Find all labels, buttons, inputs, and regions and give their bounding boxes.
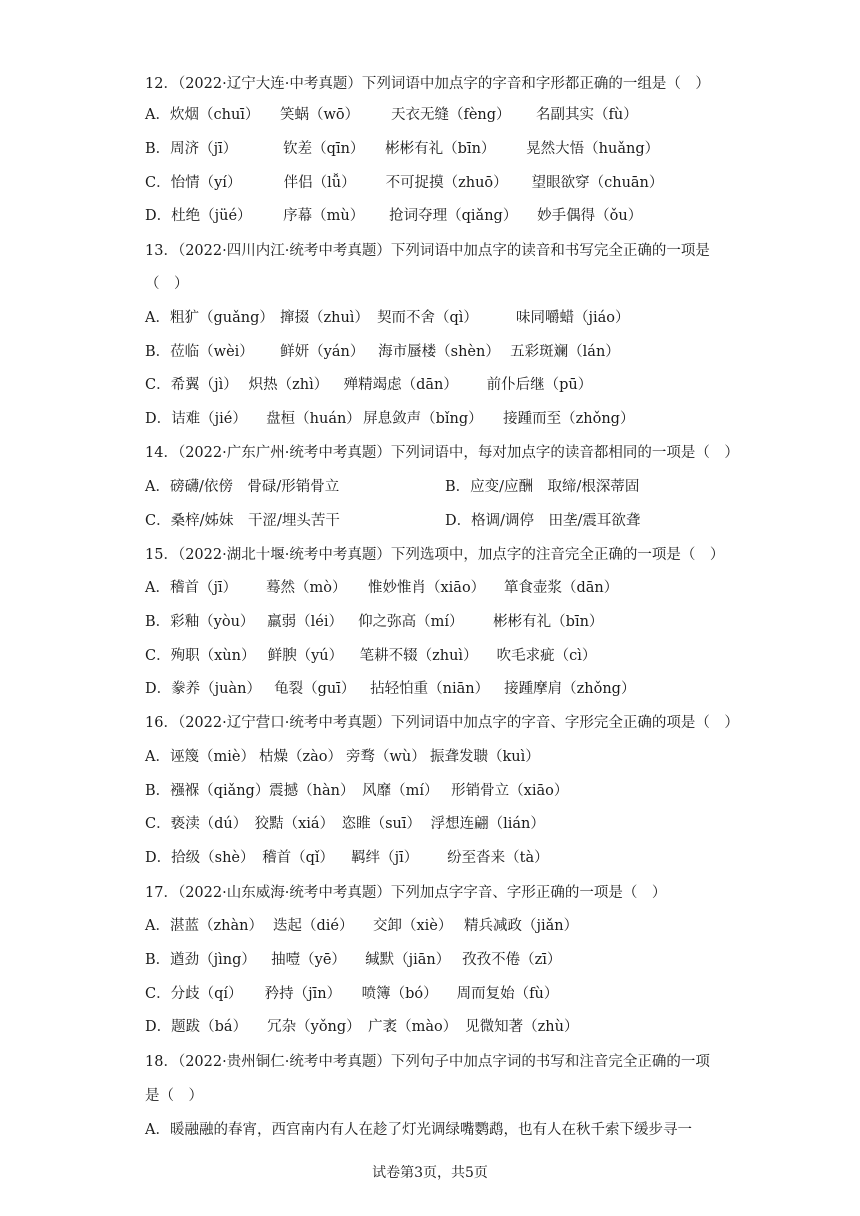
option-item: 浮想连翩（lián） [430, 816, 545, 832]
option-item: 彬彬有礼（bīn） [493, 614, 604, 630]
option-label: A． [145, 1122, 170, 1138]
option-item: 望眼欲穿（chuān） [531, 175, 664, 191]
question-13-option-a [145, 308, 630, 328]
question-13-option-b [145, 342, 620, 362]
option-label: A． [145, 479, 170, 495]
option-item: 恣睢（suī） [341, 816, 422, 832]
option-item: 迭起（dié） [272, 918, 354, 934]
option-item: 振聋发聩（kuì） [429, 749, 540, 765]
page-footer: 试卷第3页，共5页 [372, 1165, 488, 1181]
option-item: 冗杂（yǒng） [267, 1019, 361, 1035]
option-item: 盘桓（huán） [266, 411, 361, 427]
option-text: 暖融融的春宵，西宫南内有人在趁了灯光调绿嘴鹦鹉，也有人在秋千索下缓步寻一 [169, 1122, 692, 1138]
question-18-option-a [145, 1120, 692, 1140]
question-13-option-d [145, 409, 634, 429]
option-label: D． [145, 1019, 172, 1035]
question-14-stem: 14．（2022·广东广州·统考中考真题）下列词语中，每对加点字的读音都相同的一项是（ ） [145, 445, 739, 461]
option-item: 纷至沓来（tà） [447, 850, 549, 866]
option-item: 羸弱（léi） [267, 614, 344, 630]
option-label: B． [145, 952, 171, 968]
option-item: 豢养（juàn） [171, 681, 261, 697]
question-13-stem: 13．（2022·四川内江·统考中考真题）下列词语中加点字的读音和书写完全正确的一项是 [145, 243, 710, 259]
question-16-option-c [145, 814, 545, 834]
option-item: 不可捉摸（zhuō） [385, 175, 508, 191]
option-item: 钦差（qīn） [283, 141, 365, 157]
option-item: 彩釉（yòu） [170, 614, 255, 630]
option-text: 桑梓/姊妹 干涩/埋头苦干 [170, 513, 340, 529]
option-item: 妙手偶得（ǒu） [537, 208, 643, 224]
question-12-option-c [145, 173, 663, 193]
option-item: 枯燥（zào） [258, 749, 342, 765]
question-17-option-d [145, 1017, 578, 1037]
option-label: D． [145, 208, 172, 224]
option-item: 伴侣（lǚ） [283, 175, 356, 191]
option-text: 应变/应酬 取缔/根深蒂固 [470, 479, 640, 495]
option-label: B． [445, 479, 471, 495]
option-label: C． [145, 648, 171, 664]
option-item: 龟裂（guī） [274, 681, 356, 697]
option-item: 希翼（jì） [170, 377, 238, 393]
question-14-row-2 [145, 511, 640, 531]
option-item: 笑蜗（wō） [279, 107, 360, 123]
option-label: C． [145, 816, 171, 832]
option-label: A． [145, 749, 170, 765]
option-item: 鲜腴（yú） [267, 648, 344, 664]
question-17-option-a [145, 916, 578, 936]
option-item: 惟妙惟肖（xiāo） [367, 580, 486, 596]
option-item: 莅临（wèi） [170, 344, 254, 360]
option-label: B． [145, 141, 171, 157]
option-item: 契而不舍（qì） [376, 310, 478, 326]
option-label: B． [145, 783, 171, 799]
option-item: 见微知著（zhù） [465, 1019, 579, 1035]
option-item: 亵渎（dú） [170, 816, 248, 832]
question-17-option-b [145, 950, 561, 970]
option-label: D． [145, 850, 172, 866]
option-item: 拾级（shè） [171, 850, 255, 866]
option-label: B． [145, 344, 171, 360]
option-item: 周而复始（fù） [456, 986, 559, 1002]
option-item: 撺掇（zhuì） [279, 310, 369, 326]
option-item: 接踵而至（zhǒng） [503, 411, 635, 427]
option-item: 旁骛（wù） [345, 749, 426, 765]
option-item: 分歧（qí） [170, 986, 243, 1002]
question-15-option-b [145, 612, 603, 632]
option-item: 湛蓝（zhàn） [169, 918, 263, 934]
question-12-option-b [145, 139, 659, 159]
option-item: 吹毛求疵（cì） [496, 648, 597, 664]
option-item: 震撼（hàn） [269, 783, 355, 799]
option-item: 稽首（qǐ） [262, 850, 335, 866]
option-item: 味同嚼蜡（jiáo） [515, 310, 630, 326]
option-item: 诘难（jié） [171, 411, 247, 427]
question-13-option-c [145, 375, 592, 395]
option-item: 抢词夺理（qiǎng） [389, 208, 518, 224]
option-label: D． [145, 681, 172, 697]
option-item: 五彩斑斓（lán） [510, 344, 620, 360]
option-item: 矜持（jīn） [264, 986, 342, 1002]
option-item: 拈轻怕重（niān） [370, 681, 490, 697]
option-label: D． [145, 411, 172, 427]
option-item: 广袤（mào） [368, 1019, 458, 1035]
question-13-stem-continued: （ ） [145, 276, 189, 292]
option-item: 彬彬有礼（bīn） [385, 141, 496, 157]
option-label: C． [145, 377, 171, 393]
option-d [445, 511, 640, 531]
question-14-row-1 [145, 477, 639, 497]
option-label: D． [445, 513, 472, 529]
option-label: C． [145, 513, 171, 529]
option-item: 襁褓（qiǎng） [170, 783, 270, 799]
option-item: 诬篾（miè） [169, 749, 255, 765]
option-item: 殉职（xùn） [170, 648, 256, 664]
option-item: 粗犷（guǎng） [169, 310, 274, 326]
option-item: 稽首（jī） [169, 580, 238, 596]
option-item: 箪食壶浆（dān） [503, 580, 619, 596]
option-item: 题跋（bá） [171, 1019, 248, 1035]
option-item: 羁绊（jī） [351, 850, 419, 866]
question-16-stem: 16．（2022·辽宁营口·统考中考真题）下列词语中加点字的字音、字形完全正确的项是（ ） [145, 715, 739, 731]
question-12-option-d [145, 206, 642, 226]
option-item: 缄默（jiān） [365, 952, 451, 968]
option-item: 形销骨立（xiāo） [451, 783, 569, 799]
option-label: B． [145, 614, 171, 630]
option-label: A． [145, 310, 170, 326]
option-item: 晃然大悟（huǎng） [526, 141, 660, 157]
option-item: 名副其实（fù） [535, 107, 638, 123]
option-item: 前仆后继（pū） [486, 377, 593, 393]
option-item: 遒劲（jìng） [170, 952, 256, 968]
question-18-stem-continued: 是（ ） [145, 1088, 203, 1104]
option-item: 殚精竭虑（dān） [343, 377, 458, 393]
option-a [145, 477, 445, 497]
option-label: C． [145, 175, 171, 191]
option-item: 怡情（yí） [170, 175, 242, 191]
question-15-option-d [145, 679, 635, 699]
option-c [145, 511, 445, 531]
question-17-stem: 17．（2022·山东威海·统考中考真题）下列加点字字音、字形正确的一项是（ ） [145, 885, 667, 901]
option-item: 蓦然（mò） [265, 580, 347, 596]
option-item: 屏息敛声（bǐng） [363, 411, 483, 427]
option-item: 风靡（mí） [362, 783, 439, 799]
question-12-stem: 12．（2022·辽宁大连·中考真题）下列词语中加点字的字音和字形都正确的一组是（ ） [145, 76, 710, 92]
option-item: 海市蜃楼（shèn） [378, 344, 500, 360]
option-item: 序幕（mù） [283, 208, 365, 224]
option-item: 仰之弥高（mí） [358, 614, 464, 630]
option-item: 杜绝（jüé） [171, 208, 252, 224]
question-15-option-a [145, 578, 618, 598]
option-item: 精兵减政（jiǎn） [463, 918, 579, 934]
option-b [445, 477, 639, 497]
option-item: 鲜妍（yán） [280, 344, 365, 360]
question-16-option-d [145, 848, 549, 868]
option-item: 周济（jī） [170, 141, 238, 157]
option-label: C． [145, 986, 171, 1002]
question-16-option-a [145, 747, 540, 767]
option-item: 孜孜不倦（zī） [462, 952, 562, 968]
question-18-stem: 18．（2022·贵州铜仁·统考中考真题）下列句子中加点字词的书写和注音完全正确的一项 [145, 1054, 710, 1070]
question-16-option-b [145, 781, 568, 801]
option-label: A． [145, 107, 170, 123]
option-item: 笔耕不辍（zhuì） [359, 648, 478, 664]
option-label: A． [145, 580, 170, 596]
option-item: 抽噎（yē） [271, 952, 346, 968]
question-17-option-c [145, 984, 558, 1004]
option-item: 交卸（xiè） [372, 918, 453, 934]
question-12-option-a [145, 105, 638, 125]
question-15-stem: 15．（2022·湖北十堰·统考中考真题）下列选项中，加点字的注音完全正确的一项是（ ） [145, 547, 725, 563]
option-item: 天衣无缝（fèng） [390, 107, 511, 123]
option-text: 格调/调停 田垄/震耳欲聋 [471, 513, 641, 529]
option-item: 炊烟（chuī） [169, 107, 260, 123]
option-item: 狡黠（xiá） [254, 816, 335, 832]
option-item: 接踵摩肩（zhǒng） [504, 681, 636, 697]
option-label: A． [145, 918, 170, 934]
option-item: 喷簿（bó） [361, 986, 438, 1002]
option-text: 磅礴/依傍 骨碌/形销骨立 [169, 479, 340, 495]
question-15-option-c [145, 646, 596, 666]
option-item: 炽热（zhì） [248, 377, 329, 393]
